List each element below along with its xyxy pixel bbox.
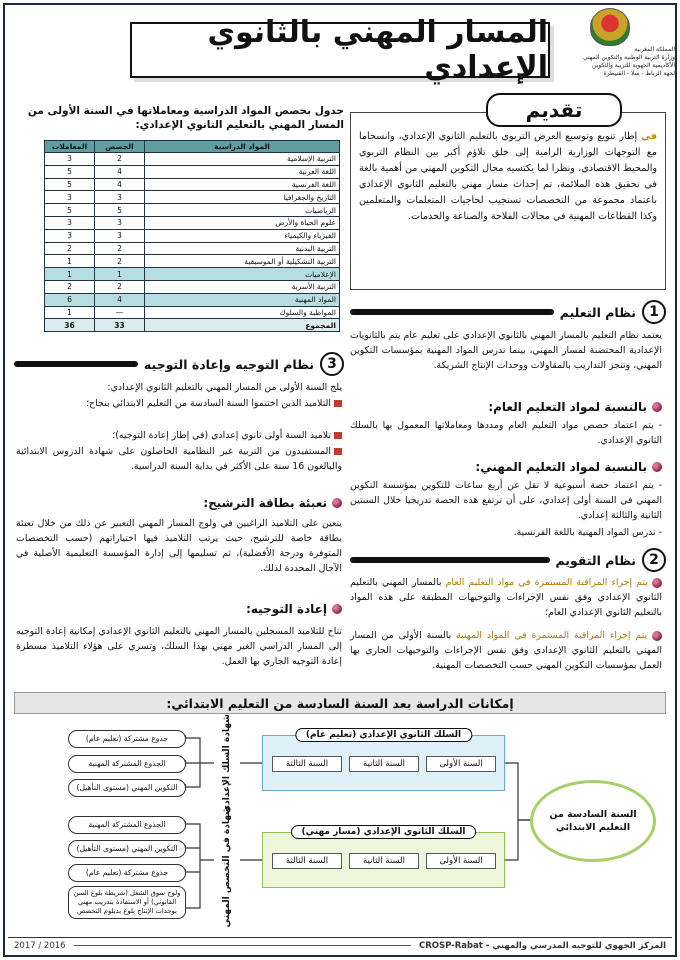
- general-year-3: السنة الثالثة: [272, 756, 342, 772]
- cell-subject: التربية التشكيلية أو الموسيقية: [145, 255, 340, 268]
- cell-coefficient: 1: [45, 255, 95, 268]
- section2-number: 2: [642, 548, 666, 572]
- connector-pro-outcomes: [186, 824, 214, 908]
- cell-coefficient: 1: [45, 306, 95, 319]
- section2-item1-text: بالمسار المهني بالتعليم الثانوي الإعدادي وفق نفس الإجراءات والتوجيهات المطبقة على هذه المواد بالتعليم الثانوي الإعدادي العام؛: [350, 577, 662, 618]
- general-year-2: السنة الثانية: [349, 756, 419, 772]
- page-title: المسار المهني بالثانوي الإعدادي: [207, 15, 548, 85]
- ministry-line: وزارة التربية الوطنية والتكوين المهني: [582, 54, 675, 61]
- intro-text: إطار تنويع وتوسيع العرض التربوي بالتعليم الثانوي الإعدادي، وانسجاما مع التوجهات الوزارية الرامية إلى خلق تلاؤم أكبر بين النظام التربوي والمحيط الاقتصادي، ونظرا لما يكتسيه مجال التكوين المهني من أهمية بالغة في تحقيق هذه الملائمة، تم إحداث مسار مهني بالتعليم الثانوي الإعدادي باعتماد مجموعة من التخصصات تستجيب لحاجيات المتعلمات والمتعلمين وكذا القطاعات المهنية في مجالات الفلاحة والصناعة والخدمات.: [359, 131, 657, 222]
- section2-heading: نظام التقويم: [555, 552, 636, 568]
- footer: [8, 937, 672, 953]
- general-year-1: السنة الأولى: [426, 756, 496, 772]
- connector-source-pro: [505, 820, 532, 860]
- source-node: [530, 780, 656, 862]
- intro-lead: في: [641, 131, 657, 142]
- ministry-line: الأكاديمية الجهوية للتربية والتكوين: [592, 62, 675, 69]
- cell-subject: التاريخ والجغرافيا: [145, 191, 340, 204]
- general-cycle-title: السلك الثانوي الإعدادي (تعليم عام): [295, 728, 472, 742]
- pro-year-3: السنة الثالثة: [272, 853, 342, 869]
- cell-subject: الإعلاميات: [145, 268, 340, 281]
- cell-hours: 4: [95, 293, 145, 306]
- section1-sub2-label: بالنسبة لمواد التعليم المهني:: [475, 460, 647, 474]
- section1-sub1-text: - يتم اعتماد حصص مواد التعليم العام ومددها ومعاملاتها المعمول بها بالسلك الثانوي الإعدادي.: [350, 420, 662, 446]
- section3-sub1-label: تعبئة بطاقة الترشيح:: [203, 496, 327, 510]
- pro-outcome-3: جذوع مشتركة (تعليم عام): [68, 864, 186, 882]
- intro-heading-box: [486, 93, 622, 127]
- cell-hours: 3: [95, 216, 145, 229]
- footer-year: 2016 / 2017: [14, 940, 66, 951]
- connector-source-general: [505, 763, 532, 820]
- cell-coefficient: 3: [45, 216, 95, 229]
- cell-subject: علوم الحياة والأرض: [145, 216, 340, 229]
- total-hours: 33: [95, 319, 145, 332]
- section2-item2-lead: يتم إجراء المراقبة المستمرة في المواد المهنية: [456, 630, 648, 641]
- section2-item2-text: بالسنة الأولى من المسار المهني بالتعليم الثانوي الإعدادي وفق نفس الإجراءات والتوجيهات الجاري بها العمل بمؤسسات التكوين المهني حسب التخصصات المهنية.: [350, 630, 662, 671]
- section1-text: يعتمد نظام التعليم بالمسار المهني بالثانوي الإعدادي على تعليم عام يتم بالثانويات الإعدادية المحتضنة لمسار المهني، بينما تدرس المواد المهنية بمؤسسات التكوين المهني، وتنجز التداريب بالمقاولات ووحدات الإنتاج الشريكة.: [350, 330, 662, 371]
- cell-hours: 3: [95, 191, 145, 204]
- section3-heading: نظام التوجيه وإعادة التوجيه: [143, 356, 314, 372]
- cell-coefficient: 1: [45, 268, 95, 281]
- general-outcome-2: الجذوع المشتركة المهنية: [68, 755, 186, 773]
- cell-hours: 3: [95, 229, 145, 242]
- cell-subject: التربية الإسلامية: [145, 153, 340, 166]
- cert-general-label: شهادة السلك الإعدادي: [222, 714, 232, 814]
- ministry-line: المملكة المغربية: [634, 46, 675, 53]
- cert-pro: [214, 806, 240, 928]
- section3-number: 3: [320, 352, 344, 376]
- cell-hours: 2: [95, 242, 145, 255]
- section3-intro: يلج السنة الأولى من المسار المهني بالتعليم الثانوي الإعدادي:: [107, 382, 342, 393]
- pro-cycle-box: [262, 827, 505, 888]
- cell-coefficient: 3: [45, 229, 95, 242]
- cell-subject: التربية البدنية: [145, 242, 340, 255]
- footer-rule: [74, 945, 411, 946]
- section1-heading: نظام التعليم: [559, 304, 636, 320]
- cell-hours: —: [95, 306, 145, 319]
- cell-subject: اللغة العربية: [145, 165, 340, 178]
- total-label: المجموع: [145, 319, 340, 332]
- connector-general-outcomes: [186, 738, 214, 787]
- cell-coefficient: 5: [45, 178, 95, 191]
- cell-hours: 2: [95, 280, 145, 293]
- section3-bullet1-text: التلاميذ الذين اختتموا السنة السادسة من التعليم الابتدائي بنجاح؛: [86, 398, 331, 409]
- pro-cycle-title: السلك الثانوي الإعدادي (مسار مهني): [291, 825, 477, 839]
- section3-bullet3-text: المستفيدون من التربية غير النظامية الحاصلون على شهادة الدروس الابتدائية والبالغون 16 سنة على الأكثر في بداية السنة الدراسية.: [16, 446, 342, 472]
- cell-hours: 2: [95, 255, 145, 268]
- section3-sub2-text: تتاح للتلاميذ المسجلين بالمسار المهني بالتعليم الثانوي الإعدادي إمكانية إعادة التوجيه إلى المسار الدراسي الغير مهني بهذا السلك، وتسري على هؤلاء التلاميذ مسطرة إعادة التوجيه الجاري بها العمل.: [16, 626, 342, 667]
- cell-coefficient: 3: [45, 191, 95, 204]
- pro-year-2: السنة الثانية: [349, 853, 419, 869]
- cell-subject: الفيزياء والكيمياء: [145, 229, 340, 242]
- cell-coefficient: 2: [45, 242, 95, 255]
- intro-heading: تقديم: [525, 98, 583, 122]
- cert-general: [214, 714, 240, 814]
- diagram-title: إمكانات الدراسة بعد السنة السادسة من التعليم الابتدائي:: [14, 692, 666, 714]
- pro-outcome-2: التكوين المهني (مستوى التأهيل): [68, 840, 186, 858]
- cell-subject: التربية الأسرية: [145, 280, 340, 293]
- cell-hours: 5: [95, 204, 145, 217]
- section1-number: 1: [642, 300, 666, 324]
- section1-sub2-text2: - تدرس المواد المهنية باللغة الفرنسية.: [513, 527, 662, 538]
- cell-subject: المواد المهنية: [145, 293, 340, 306]
- total-coefficient: 36: [45, 319, 95, 332]
- footer-center: المركز الجهوي للتوجيه المدرسي والمهني - CROSP-Rabat: [418, 940, 666, 951]
- cell-coefficient: 3: [45, 153, 95, 166]
- pro-outcome-1: الجذوع المشتركة المهنية: [68, 816, 186, 834]
- pro-outcome-4: ولوج سوق الشغل (شريطة بلوغ السن القانوني) أو الاستفادة بتدريب مهني بوحدات الإنتاج بلوغ بدبلوم التخصص: [68, 886, 186, 919]
- ministry-line: لجهة الرباط - سلا - القنيطرة: [603, 70, 675, 77]
- cell-coefficient: 5: [45, 165, 95, 178]
- cell-subject: المواظبة والسلوك: [145, 306, 340, 319]
- cell-coefficient: 6: [45, 293, 95, 306]
- section1-sub2-text1: - يتم اعتماد حصة أسبوعية لا تقل عن أربع ساعات للتكوين بمؤسسة التكوين المهني في السنة أولى إعدادي، على أن ترتفع هذه الحصة تدريجيا خلال السنتين الثانية والثالثة إعدادي.: [350, 480, 662, 521]
- section3-bullet2-text: تلاميذ السنة أولى ثانوي إعدادي (في إطار إعادة التوجيه)؛: [112, 430, 331, 441]
- header-coefficients: المعاملات: [45, 141, 95, 153]
- cert-pro-label: شهادة في التخصص المهني: [222, 806, 232, 928]
- source-node-label: السنة السادسة من التعليم الابتدائي: [549, 809, 637, 833]
- cell-hours: 2: [95, 153, 145, 166]
- header-hours: الحصص: [95, 141, 145, 153]
- general-outcome-3: التكوين المهني (مستوى التأهيل): [68, 779, 186, 797]
- section1-sub1-label: بالنسبة لمواد التعليم العام:: [488, 400, 647, 414]
- cell-coefficient: 5: [45, 204, 95, 217]
- cell-subject: الرياضيات: [145, 204, 340, 217]
- section3-sub2-label: إعادة التوجيه:: [246, 602, 327, 616]
- table-title: جدول بحصص المواد الدراسية ومعاملاتها في السنة الأولى من المسار المهني بالتعليم الثانوي الإعدادي:: [27, 105, 344, 131]
- cell-coefficient: 2: [45, 280, 95, 293]
- general-cycle-box: [262, 730, 505, 791]
- header-subject: المواد الدراسية: [145, 141, 340, 153]
- cell-subject: اللغة الفرنسية: [145, 178, 340, 191]
- section2-item1-lead: يتم إجراء المراقبة المستمرة في مواد التعليم العام: [445, 577, 648, 588]
- cell-hours: 1: [95, 268, 145, 281]
- pro-year-1: السنة الأولى: [426, 853, 496, 869]
- general-outcome-1: جذوع مشتركة (تعليم عام): [68, 730, 186, 748]
- cell-hours: 4: [95, 178, 145, 191]
- cell-hours: 4: [95, 165, 145, 178]
- section3-sub1-text: يتعين على التلاميذ الراغبين في ولوج المسار المهني التعبير عن ذلك من خلال تعبئة بطاقة خاصة للترشيح، حيث يرتب التلاميذ فيها اختياراتهم (حسب التخصصات المتوفرة ودرجة الأفضلية)، ثم تسليمها إلى إدارة المؤسسة التعليمية الأصلية في الآجال المحددة لذلك.: [16, 518, 342, 574]
